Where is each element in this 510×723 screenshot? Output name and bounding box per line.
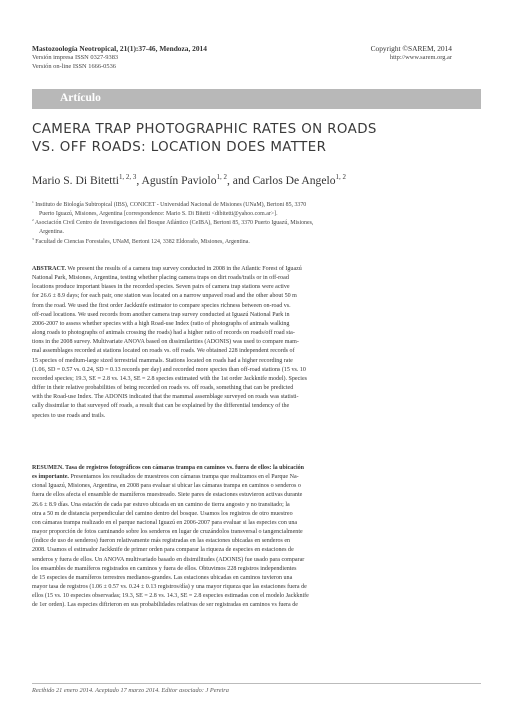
resumen-line: los ensambles de mamíferos registrados en caminos y fuera de ellos. Obtuvimos 228 registros independientes (32, 565, 297, 572)
abstract-line (32, 292, 481, 301)
resumen-line: (índice de uso de senderos) fueron relativamente más registradas en las estaciones ubicadas en senderos en (32, 538, 291, 545)
abstract-text: species to use roads and trails. (32, 412, 106, 419)
affiliation-text: Instituto de Biología Subtropical (IBS), CONICET - Universidad Nacional de Misiones (UNaM), Bertoni 85, 3370 (35, 202, 307, 208)
affiliation-text: Asociación Civil Centro de Investigaciones del Bosque Atlántico (CeIBA), Bertoni 85, 3370 Puerto Iguazú, Misiones, (34, 220, 314, 227)
abstract-line (32, 311, 481, 320)
resumen-line: de 1er orden). Las especies difirieron en sus probabilidades relativas de ser registradas en caminos vs fuera de (32, 602, 298, 609)
title-line: CAMERA TRAP PHOTOGRAPHIC RATES ON ROADS (32, 122, 377, 137)
abstract-text: locations produce important biases in the recorded species. Seven pairs of camera trap stations were active (32, 284, 290, 291)
affiliation-text: Puerto Iguazú, Misiones, Argentina [correspondence: Mario S. Di Bitetti <dibitetti@yahoo.com.ar>]. (39, 210, 278, 217)
abstract-line (32, 393, 481, 402)
abstract-line (32, 320, 481, 329)
resumen-line: senderos y fuera de ellos. Un ANOVA multivariado basado en disimilitudes (ADONIS) fue usado para comparar (32, 556, 305, 563)
abstract-line (32, 402, 481, 411)
resumen-line (32, 464, 481, 473)
resumen-line: mayor proporción de fotos caminando sobre los senderos en lugar de cruzándolos transversal o tangencialmente (32, 529, 303, 536)
issn-print: Versión impresa ISSN 0327-9383 (32, 54, 119, 61)
abstract-line (32, 274, 481, 283)
affiliation-item (32, 201, 477, 218)
affiliation-text: Argentina. (39, 228, 64, 235)
abstract (32, 265, 481, 421)
abstract-line (32, 412, 481, 421)
abstract-text: from the road. We used the first order Jackknife estimator to compare species richness between on-road vs. (32, 302, 291, 309)
resumen-line: ellos (15 vs. 10 especies observadas; 19.3, SE = 2.8 vs. 14.3, SE = 2.8 especies estimadas con el modelo Jackknife (32, 593, 309, 600)
author-affil-marker: 1, 2 (335, 173, 346, 182)
affiliation-item (32, 238, 477, 247)
author-affil-marker: 1, 2, 3 (118, 173, 137, 182)
copyright-notice: Copyright ©SAREM, 2014 (370, 44, 452, 53)
abstract-line (32, 265, 481, 274)
author-list (32, 174, 472, 187)
journal-citation: Mastozoología Neotropical, 21(1):37-46, Mendoza, 2014 (32, 44, 207, 53)
resumen-line: cional Iguazú, Misiones, Argentina, en 2008 para evaluar si ubicar las cámaras trampa en caminos o senderos o (32, 483, 301, 490)
resumen-label: RESUMEN. Tasa de registros fotográficos con cámaras trampa en caminos vs. fuera de ellos: la ubicación (32, 465, 305, 471)
abstract-text: differ in their relative probabilities of being recorded on roads vs. off roads, something that can be predicted (32, 385, 294, 392)
resumen-label-end: es importante. (32, 474, 69, 481)
abstract-text: for 26.6 ± 8.9 days; for each pair, one station was located on a narrow unpaved road and the other about 50 m (32, 293, 297, 300)
copyright-header (252, 44, 452, 63)
abstract-line (32, 347, 481, 356)
abstract-text: National Park, Misiones, Argentina, testing whether placing camera traps on dirt roads/trails or in off-road (32, 275, 289, 282)
abstract-text: with the Road-use Index. The ADONIS indicated that the mammal assemblage surveyed on roads was statisti- (32, 394, 299, 401)
abstract-line (32, 375, 481, 384)
resumen-line: mayor tasa de registros (1.06 ± 0.57 vs. 0.24 ± 0.13 registros/día) y una mayor riqueza que las estaciones fuera de (32, 584, 307, 591)
abstract-text: recorded species; 19.3, SE = 2.8 vs. 14.3, SE = 2.8 species estimated with the 1st order Jackknife model). Species (32, 375, 308, 382)
abstract-text: tions in the 2008 survey. Multivariate ANOVA based on dissimilarities (ADONIS) was used to compare mam- (32, 339, 299, 346)
resumen-line: fuera de ellos afecta el ensamble de mamíferos muestreado. Siete pares de estaciones estuvieron activas durante (32, 492, 303, 499)
author-name: Agustín Paviolo (141, 174, 217, 187)
resumen-line: otra a 50 m de distancia perpendicular del camino dentro del bosque. Usamos los registros de otro muestreo (32, 510, 293, 517)
received-note: Recibido 21 enero 2014. Aceptado 17 marzo 2014. Editor asociado: J Pereira (32, 683, 481, 694)
resumen (32, 464, 481, 611)
author-affil-marker: 1, 2 (216, 173, 227, 182)
affiliation-item (32, 219, 477, 236)
abstract-line (32, 366, 481, 375)
section-label: Artículo (60, 92, 101, 104)
abstract-text: 2006-2007 to assess whether species with a high Road-use Index (ratio of photographs of animals walking (32, 320, 290, 327)
article-title (32, 121, 452, 157)
title-line: VS. OFF ROADS: LOCATION DOES MATTER (32, 140, 327, 155)
affiliation-number: 1 (32, 200, 34, 205)
abstract-line (32, 302, 481, 311)
abstract-line (32, 329, 481, 338)
affiliations (32, 201, 477, 248)
author-separator: , and (227, 174, 253, 187)
abstract-text: off-road locations. We used records from another camera trap survey conducted at Iguazú National Park in (32, 311, 290, 318)
affiliation-number: 2 (32, 218, 34, 223)
abstract-label: ABSTRACT. (32, 266, 66, 272)
abstract-text: We present the results of a camera trap survey conducted in 2008 in the Atlantic Forest of Iguazú (67, 266, 302, 272)
resumen-line: de 15 especies de mamíferos terrestres medianos-grandes. Las estaciones ubicadas en caminos tuvieron una (32, 574, 293, 581)
abstract-text: 15 species of medium-large sized terrestrial mammals. Stations located on roads had a higher recording rate (32, 357, 293, 364)
author-name: Carlos De Angelo (252, 174, 336, 187)
affiliation-text: Facultad de Ciencias Forestales, UNaM, Bertoni 124, 3382 Eldorado, Misiones, Argentina. (35, 238, 250, 245)
abstract-text: cally dissimilar to that surveyed off roads, a result that can be explained by the differential tendency of the (32, 403, 290, 410)
issn-online: Versión on-line ISSN 1666-0536 (32, 62, 116, 70)
affiliation-number: 3 (32, 236, 34, 241)
author-name: Mario S. Di Bitetti (32, 174, 119, 187)
abstract-text: mal assemblages recorded at stations located on roads vs. off roads. We obtained 228 independent records of (32, 348, 295, 355)
abstract-line (32, 338, 481, 347)
resumen-line (32, 473, 481, 482)
journal-url[interactable]: http://www.sarem.org.ar (389, 54, 452, 61)
abstract-line (32, 283, 481, 292)
author-separator: , (136, 174, 142, 187)
resumen-line: 2008. Usamos el estimador Jackknife de primer orden para comparar la riqueza de especies en estaciones de (32, 547, 294, 554)
abstract-line (32, 357, 481, 366)
abstract-text: along roads to photographs of animals crossing the roads) had a higher ratio of records on roads/off road sta- (32, 330, 295, 337)
resumen-line: con cámaras trampa realizado en el parque nacional Iguazú en 2006-2007 para evaluar si las especies con una (32, 519, 298, 526)
section-band (32, 89, 481, 109)
resumen-text: Presentamos los resultados de muestreos con cámaras trampa que realizamos en el Parque Na- (68, 474, 299, 481)
resumen-line: 26.6 ± 8.9 días. Una estación de cada par estuvo ubicada en un camino de tierra angosto y no transitado; la (32, 501, 290, 508)
abstract-text: (1.06, SD = 0.57 vs. 0.24, SD = 0.13 records per day) and recorded more species than off-road stations (15 vs. 10 (32, 366, 306, 373)
abstract-line (32, 384, 481, 393)
